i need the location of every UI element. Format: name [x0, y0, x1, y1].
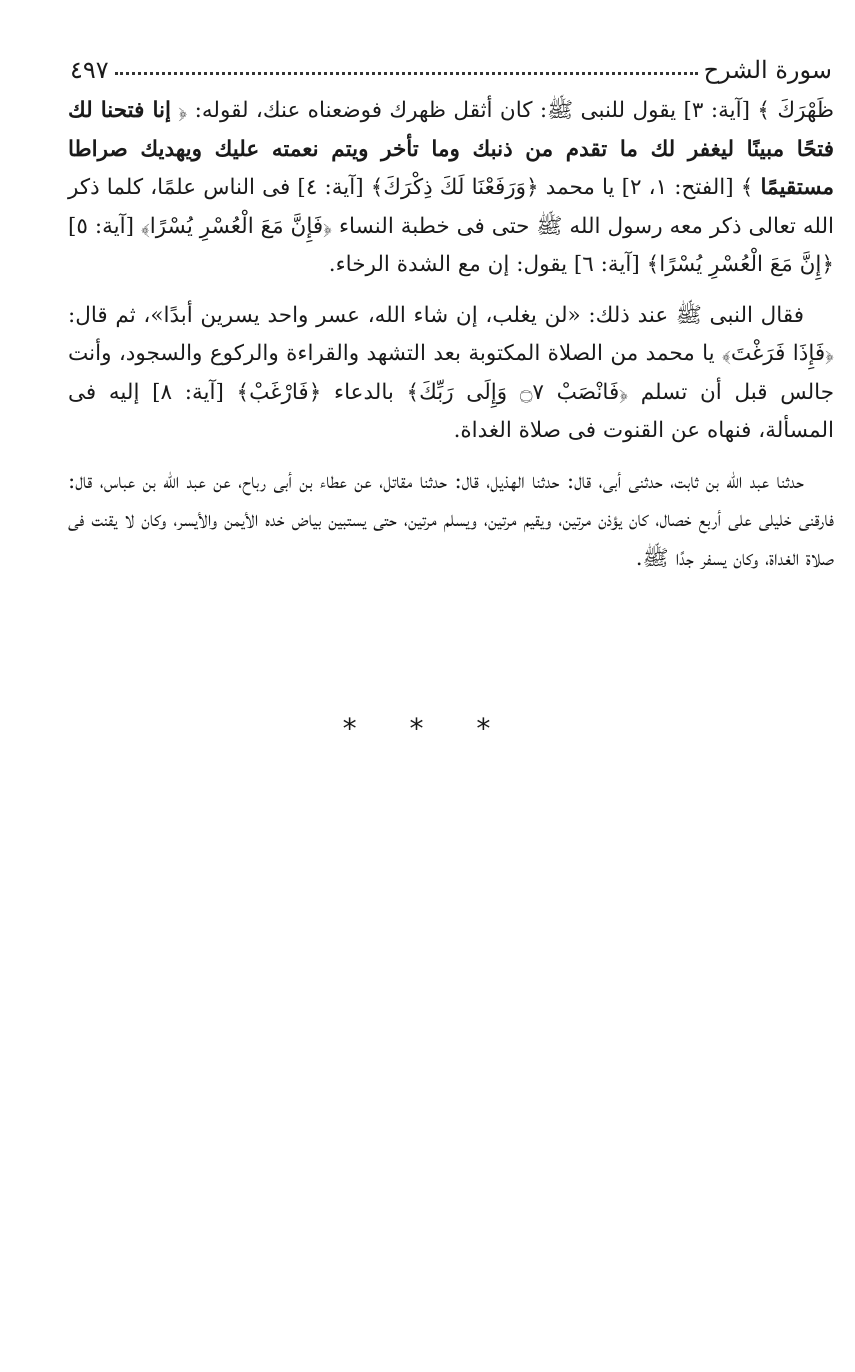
- text-run: ﴾ [الفتح: ١، ٢] يا محمد ﴿وَرَفَعْنَا لَكَ ذِكْرَكَ﴾ [آية: ٤] فى الناس علمًا، كلما ذكر الله تعالى ذكر معه رسول الله ﷺ حتى فى خطبة النساء ﴿فَإِنَّ مَعَ الْعُسْرِ يُسْرًا﴾ [آية: ٥] ﴿إِنَّ مَعَ الْعُسْرِ يُسْرًا﴾ [آية: ٦] يقول: إن مع الشدة الرخاء.: [68, 175, 834, 277]
- text-run: حدثنا عبد الله بن ثابت، حدثنى أبى، قال: حدثنا الهذيل، قال: حدثنا مقاتل، عن عطاء بن أبى رباح، عن عبد الله بن عباس، قال: فارقنى خليلى على أربع خصال، كان يؤذن مرتين، ويقيم مرتين، ويسلم مرتين، حتى يستبين بياض خده الأيمن والأيسر، وكان لا يقنت فى صلاة الغداة، وكان يسفر جدًا ﷺ.: [68, 468, 834, 571]
- section-separator: * * *: [342, 712, 513, 745]
- bold-quran-quote: إنا فتحنا لك فتحًا مبينًا ليغفر لك ما تقدم من ذنبك وما تأخر ويتم نعمته عليك ويهديك صراطا مستقيمًا: [68, 98, 835, 200]
- text-run: فقال النبى ﷺ عند ذلك: «لن يغلب، إن شاء الله، عسر واحد يسرين أبدًا»، ثم قال: ﴿فَإِذَا فَرَغْتَ﴾ يا محمد من الصلاة المكتوبة بعد التشهد والقراءة والركوع والسجود، وأنت جالس قبل أن تسلم ﴿فَانْصَبْ ۝٧ وَإِلَى رَبِّكَ﴾ بالدعاء ﴿فَارْغَبْ﴾ [آية: ٨] إليه فى المسألة، فنهاه عن القنوت فى صلاة الغداة.: [68, 302, 834, 443]
- paragraph-1: [68, 92, 834, 285]
- paragraph-3: [68, 463, 834, 579]
- header-leader-dots: [115, 72, 698, 75]
- body-text: [68, 92, 834, 578]
- surah-title: سورة الشرح: [703, 56, 832, 84]
- text-run: ظَهْرَكَ ﴾ [آية: ٣] يقول للنبى ﷺ: كان أثقل ظهرك فوضعناه عنك، لقوله: ﴿: [170, 98, 834, 123]
- page-number: ٤٩٧: [70, 56, 109, 84]
- running-header: [70, 44, 832, 84]
- paragraph-2: [68, 297, 834, 451]
